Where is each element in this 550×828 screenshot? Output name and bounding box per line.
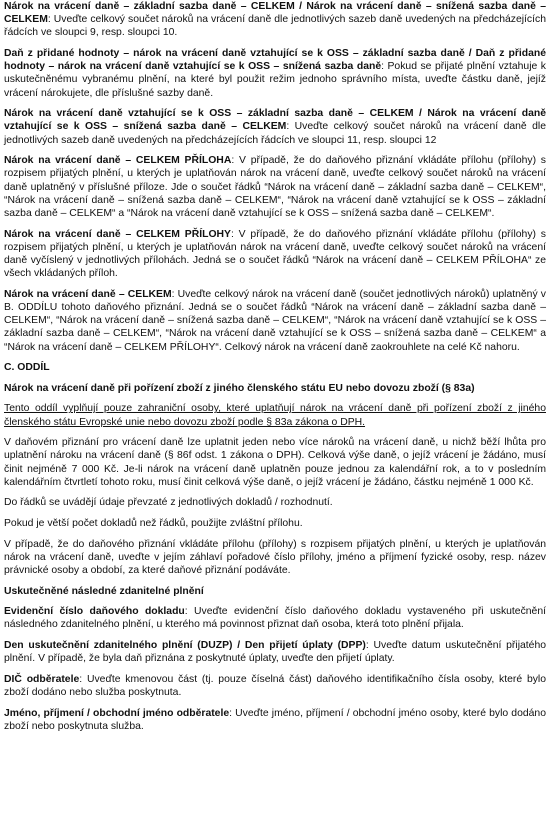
term-customer-name: Jméno, příjmení / obchodní jméno odběratele bbox=[4, 707, 230, 719]
desc-invoice-number: : Uveďte evidenční číslo daňového dokladu vystaveného při uskutečnění následného zdanitelného plnění, u kterého má povinnost přiznat daň osoba, která toto plnění přijala. bbox=[4, 606, 547, 631]
section-c-title: Nárok na vrácení daně při pořízení zboží z jiného členského státu EU nebo dovozu zboží (§ 83a) bbox=[4, 382, 475, 394]
term-customer-vat-id: DIČ odběratele bbox=[4, 673, 80, 685]
paragraph-rows-source: Do řádků se uvádějí údaje převzaté z jednotlivých dokladů / rozhodnutí. bbox=[4, 497, 333, 509]
paragraph-total bbox=[4, 288, 546, 354]
desc-customer-vat-id: : Uveďte kmenovou část (tj. pouze číselná část) daňového identifikačního čísla osoby, které bylo zboží dodáno nebo služba poskytnuta. bbox=[4, 673, 547, 698]
paragraph-total-attachments bbox=[4, 228, 546, 281]
desc-total-refund-rates: : Uveďte celkový součet nároků na vrácení daně dle jednotlivých sazeb daně uvedených na předcházejících řádcích ve sloupci 9, resp. sloupci 10. bbox=[4, 14, 546, 39]
paragraph-attachment-header: V případě, že do daňového přiznání vkládáte přílohu (přílohy) s rozpisem přijatých plnění, u kterých je uplatňován nárok na vrácení daně, uveďte v jejím záhlaví pořadové číslo přílohy, jméno a příjmení fyzické osoby, resp. název právnické osoby a období, za které daňové přiznání podáváte. bbox=[4, 538, 546, 576]
paragraph-customer-name bbox=[4, 707, 546, 733]
paragraph-claim-limits: V daňovém přiznání pro vrácení daně lze uplatnit jeden nebo více nároků na vrácení daně, u nichž běží lhůta pro uplatnění nároku na vrácení daně (§ 86f odst. 1 zákona o DPH). Celková výše daně, o jejíž vrácení je žádáno, musí činit nejméně 7 000 Kč. Je-li nárok na vrácení daně uplatněn pouze jednou za kalendářní rok, a to v posledním kalendářním čtvrtletí tohoto roku, musí činit celková výše daně, o jejíž vrácení je žádáno, částku nejméně 1 000 Kč. bbox=[4, 437, 546, 488]
term-invoice-number: Evidenční číslo daňového dokladu bbox=[4, 606, 185, 618]
subsection-heading: Uskutečněné následné zdanitelné plnění bbox=[4, 585, 204, 597]
paragraph-total-attachment bbox=[4, 154, 546, 220]
term-total-refund-rates: Nárok na vrácení daně – základní sazba daně – CELKEM / Nárok na vrácení daně – snížená sazba daně – CELKEM bbox=[4, 1, 546, 26]
desc-total: : Uveďte celkový nárok na vrácení daně (součet jednotlivých nároků) uplatněný v B. ODDÍLU tohoto daňového přiznání. Jedná se o součet řádků “Nárok na vrácení daně – základní sazba daně – CELKEM“, “Nárok na vrácení daně – snížená sazba daně – CELKEM“, “Nárok na vrácení daně vztahující se k OSS – základní sazba daně – CELKEM“, “Nárok na vrácení daně vztahující se k OSS – snížená sazba daně – CELKEM“ a “Nárok na vrácení daně – CELKEM PŘÍLOHY“. Celkový nárok na vrácení daně zaokrouhlete na celé Kč nahoru. bbox=[4, 288, 546, 353]
desc-total-attachment: : V případě, že do daňového přiznání vkládáte přílohu (přílohy) s rozpisem přijatých plnění, u kterých je uplatňován nárok na vrácení daně, uveďte celkový součet nároků na vrácení daně uplatněný v příslušné příloze. Jde o součet řádků “Nárok na vrácení daně – základní sazba daně – CELKEM“, “Nárok na vrácení daně – snížená sazba daně – CELKEM“, “Nárok na vrácení daně vztahující se k OSS – základní sazba daně – CELKEM“ a “Nárok na vrácení daně vztahující se k OSS – snížená sazba daně – CELKEM“. bbox=[4, 155, 547, 220]
paragraph-customer-vat-id bbox=[4, 673, 546, 699]
term-total-attachments: Nárok na vrácení daně – CELKEM PŘÍLOHY bbox=[4, 228, 231, 240]
term-oss-total: Nárok na vrácení daně vztahující se k OSS – základní sazba daně – CELKEM / Nárok na vrácení daně vztahující se k OSS – snížená sazba daně – CELKEM bbox=[4, 108, 546, 133]
section-c-heading: C. ODDÍL bbox=[4, 362, 50, 374]
paragraph-total-refund-rates bbox=[4, 0, 546, 40]
paragraph-oss-total bbox=[4, 107, 546, 147]
scope-note: Tento oddíl vyplňují pouze zahraniční osoby, které uplatňují nárok na vrácení daně při pořízení zboží z jiného členského státu Evropské unie nebo dovozu zboží podle § 83a zákona o DPH. bbox=[4, 403, 546, 428]
paragraph-extra-attachment: Pokud je větší počet dokladů než řádků, použijte zvláštní přílohu. bbox=[4, 518, 303, 529]
desc-customer-name: : Uveďte jméno, příjmení / obchodní jméno osoby, které bylo dodáno zboží nebo poskytnuta služba. bbox=[4, 707, 546, 732]
desc-total-attachments: : V případě, že do daňového přiznání vkládáte přílohu (přílohy) s rozpisem přijatých plnění, u kterých je uplatňován nárok na vrácení daně, uveďte celkový součet nároků na vrácení daně vyčíslený v jednotlivých přílohách. Jedná se o součet řádků “Nárok na vrácení daně – CELKEM PŘÍLOHA“ ze všech vkládaných příloh. bbox=[4, 228, 546, 280]
paragraph-section-c-scope bbox=[4, 402, 546, 428]
paragraph-vat-oss bbox=[4, 47, 546, 100]
term-duzp: Den uskutečnění zdanitelného plnění (DUZP) / Den přijetí úplaty (DPP) bbox=[4, 639, 366, 651]
desc-oss-total: : Uveďte celkový součet nároků na vrácení daně dle jednotlivých sazeb daně uvedených na předcházejících řádcích ve sloupci 11, resp. sloupci 12 bbox=[4, 121, 546, 146]
term-total-attachment: Nárok na vrácení daně – CELKEM PŘÍLOHA bbox=[4, 155, 232, 167]
paragraph-duzp bbox=[4, 639, 546, 665]
desc-duzp: : Uveďte datum uskutečnění přijatého plnění. V případě, že byla daň přiznána z poskytnuté úplaty, uveďte den přijetí úplaty. bbox=[4, 639, 547, 665]
paragraph-invoice-number bbox=[4, 605, 546, 631]
term-total: Nárok na vrácení daně – CELKEM bbox=[4, 288, 172, 300]
desc-vat-oss: : Pokud se přijaté plnění vztahuje k uskutečněnému vybranému plnění, na které byl použit režim jednoho správního místa, uveďte částku daně, jejíž vrácení nárokujete, dle příslušné sazby daně. bbox=[4, 61, 547, 99]
term-vat-oss: Daň z přidané hodnoty – nárok na vrácení daně vztahující se k OSS – základní sazba daně / Daň z přidané hodnoty – nárok na vrácení daně vztahující se k OSS – snížená sazba daně bbox=[4, 48, 546, 73]
